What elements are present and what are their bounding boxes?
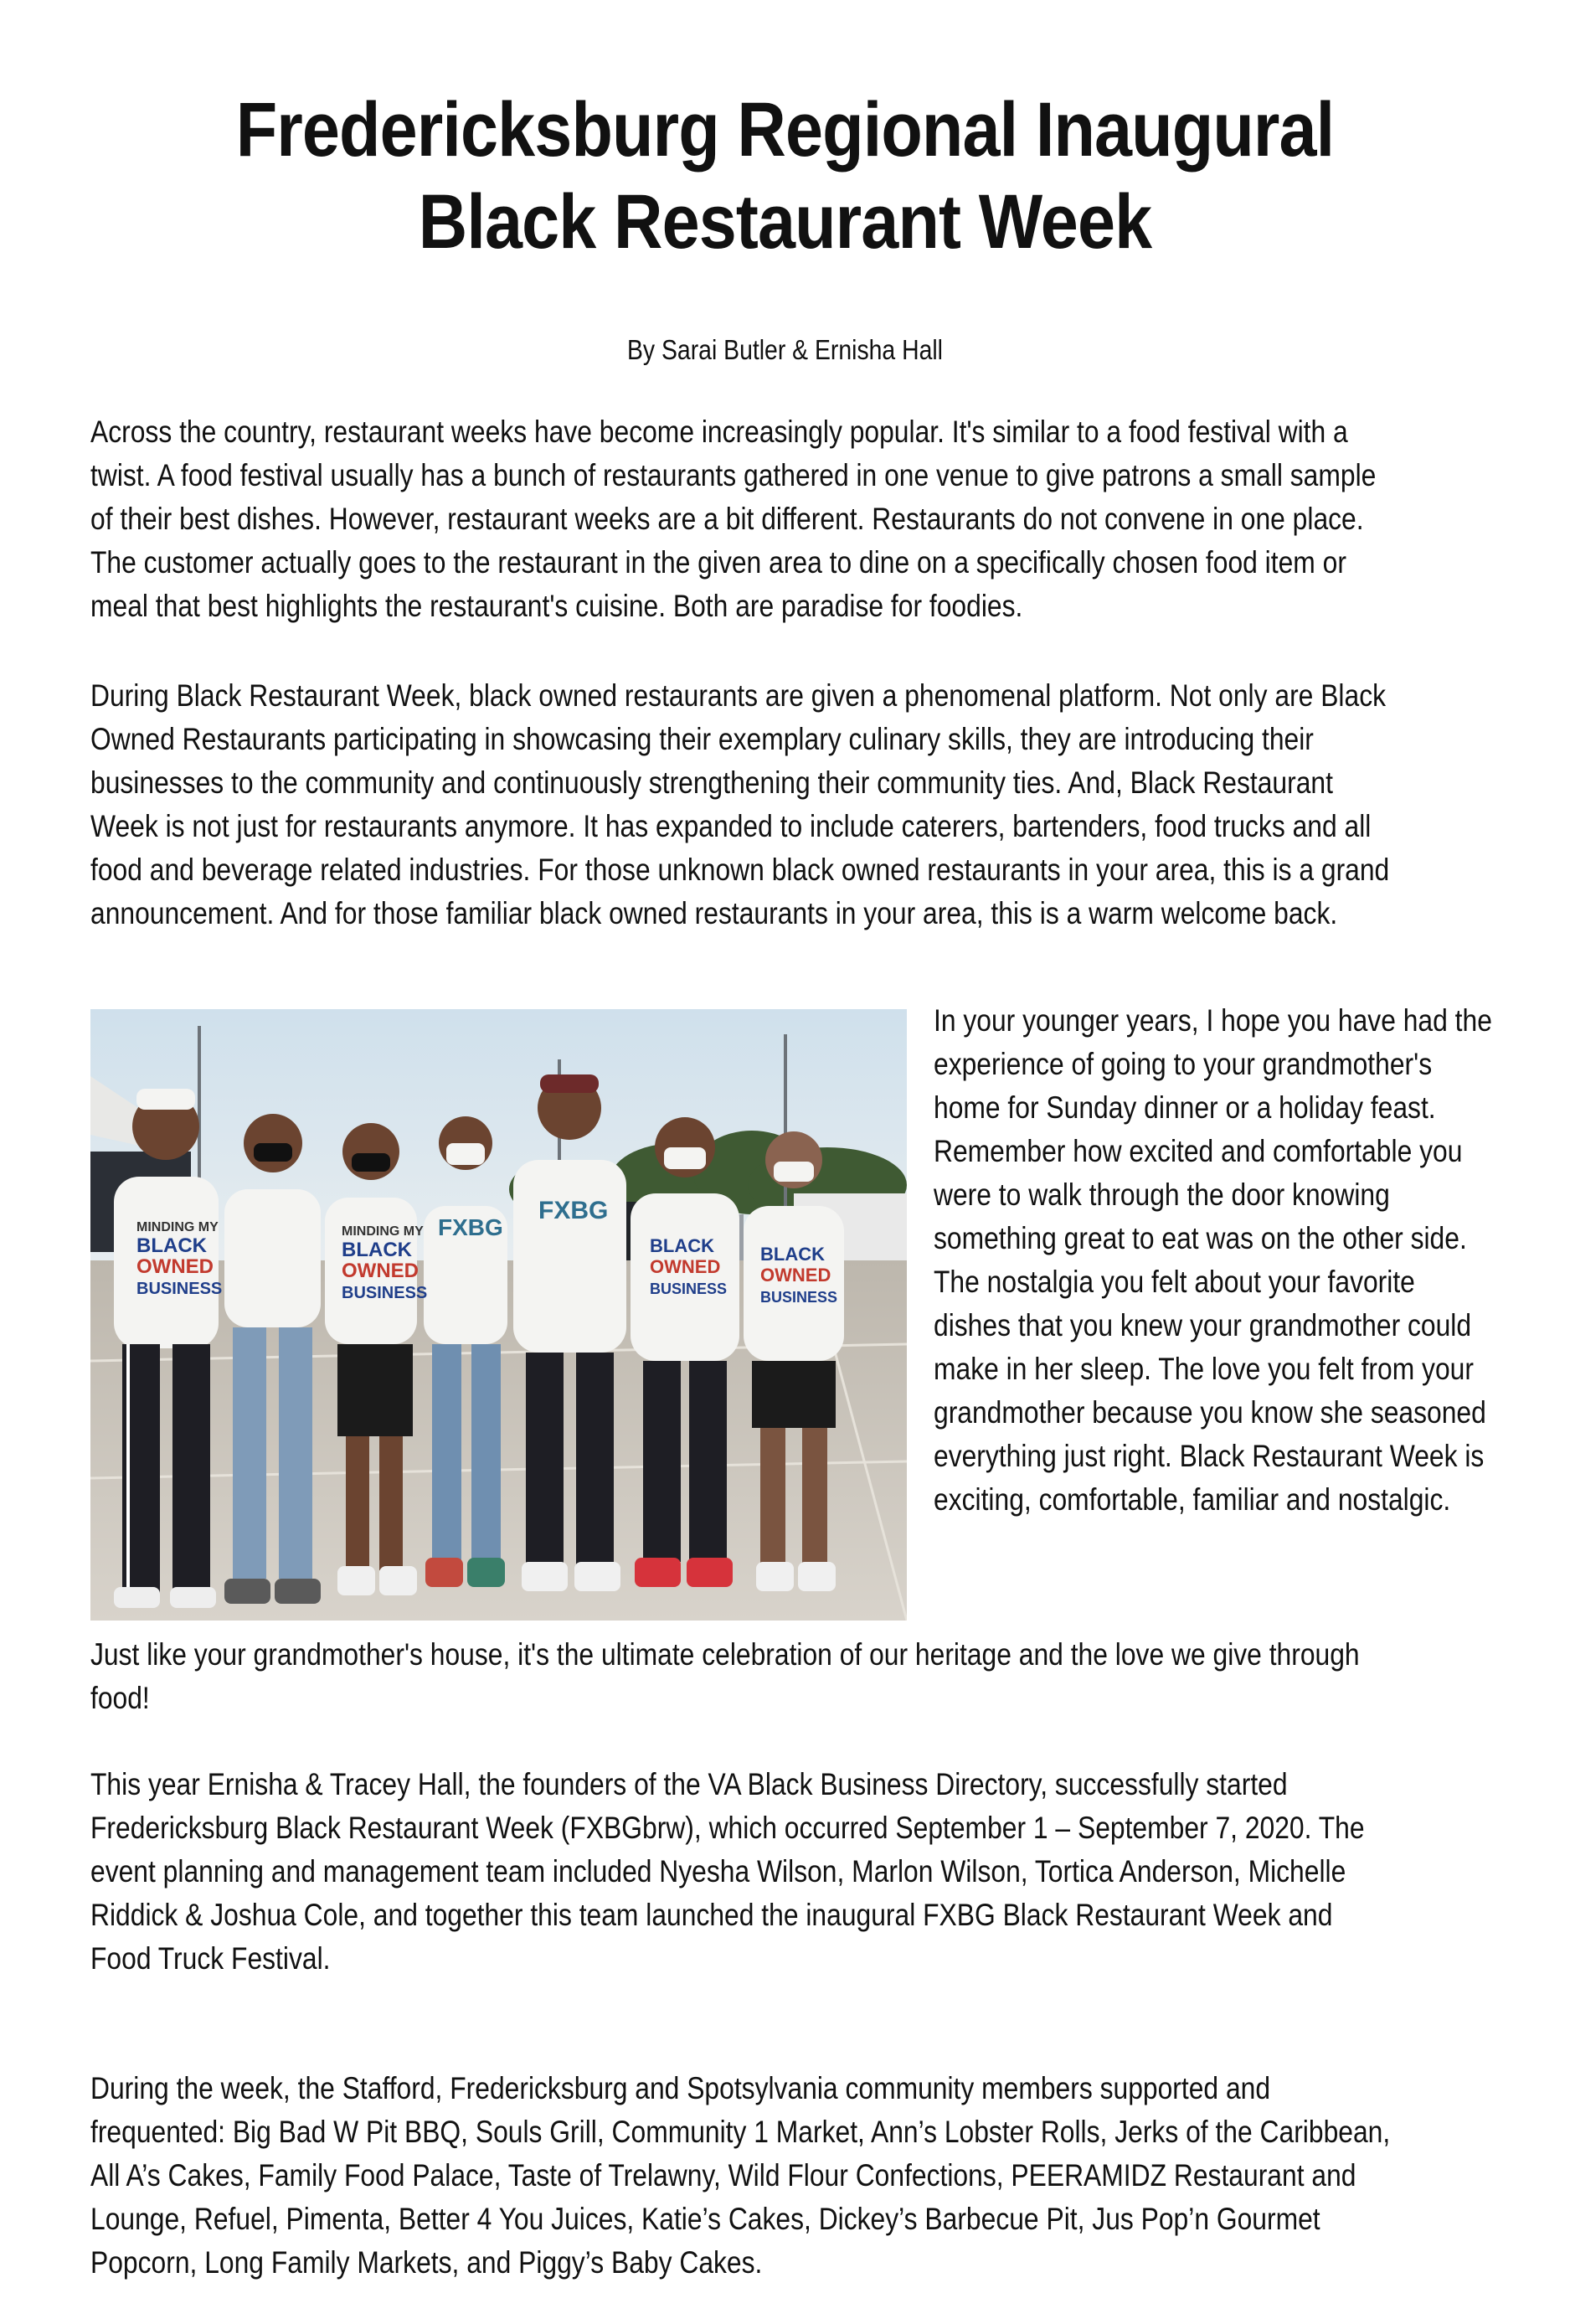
byline: By Sarai Butler & Ernisha Hall: [626, 334, 943, 365]
article-title: [95, 84, 1476, 268]
shirt-print-e: FXBG: [438, 1214, 503, 1240]
shirt-print-b2: BLACK: [342, 1239, 412, 1261]
paragraph-founders: This year Ernisha & Tracey Hall, the founders of the VA Black Business Directory, successfully started Fredericksburg Black Restaurant Week (FXBGbrw), which occurred September 1 – September 7, 2020. The event planning and management team included Nyesha Wilson, Marlon Wilson, Tortica Anderson, Michelle Riddick & Joshua Cole, and together this team launched the inaugural FXBG Black Restaurant Week and Food Truck Festival.: [90, 1767, 1365, 1976]
group-photo-illustration: [90, 1009, 907, 1621]
title-line-1: Fredericksburg Regional Inaugural: [235, 87, 1335, 173]
shirt-print-e2: FXBG: [538, 1197, 609, 1224]
paragraph-intro: Across the country, restaurant weeks have become increasingly popular. It's similar to a food festival with a twist. A food festival usually has a bunch of restaurants gathered in one venue to give patrons a small sample of their best dishes. However, restaurant weeks are a bit different. Restaurants do not convene in one place. The customer actually goes to the restaurant in the given area to dine on a specifically chosen food item or meal that best highlights the restaurant's cuisine. Both are paradise for foodies.: [90, 415, 1377, 623]
shirt-print-b3: BLACK: [650, 1235, 714, 1256]
shirt-print-b4: BLACK: [760, 1244, 825, 1265]
paragraph-heritage: Just like your grandmother's house, it's the ultimate celebration of our heritage and the love we give through food!: [90, 1637, 1360, 1715]
shirt-print-d2: BUSINESS: [342, 1284, 428, 1302]
shirt-print-a: MINDING MY: [136, 1220, 219, 1234]
shirt-print-a2: MINDING MY: [342, 1224, 424, 1239]
title-line-2: Black Restaurant Week: [418, 179, 1152, 265]
paragraph-grandmother: In your younger years, I hope you have had the experience of going to your grandmother's home for Sunday dinner or a holiday feast. Remember how excited and comfortable you were to walk through the door knowing something great to eat was on the other side. The nostalgia you felt about your favorite dishes that you knew your grandmother could make in her sleep. The love you felt from your grandmother because you know she seasoned everything just right. Black Restaurant Week is exciting, comfortable, familiar and nostalgic.: [934, 1003, 1492, 1517]
paragraph-restaurant-list: During the week, the Stafford, Fredericksburg and Spotsylvania community members supported and frequented: Big Bad W Pit BBQ, Souls Grill, Community 1 Market, Ann’s Lobster Rolls, Jerks of the Caribbean, All A’s Cakes, Family Food Palace, Taste of Trelawny, Wild Flour Confections, PEERAMIDZ Restaurant and Lounge, Refuel, Pimenta, Better 4 You Juices, Katie’s Cakes, Dickey’s Barbecue Pit, Jus Pop’n Gourmet Popcorn, Long Family Markets, and Piggy’s Baby Cakes.: [90, 2071, 1391, 2280]
paragraph-platform: During Black Restaurant Week, black owned restaurants are given a phenomenal platform. Not only are Black Owned Restaurants participating in showcasing their exemplary culinary skills, they are introducing their businesses to the community and continuously strengthening their community ties. And, Black Restaurant Week is not just for restaurants anymore. It has expanded to include caterers, bartenders, food trucks and all food and beverage related industries. For those unknown black owned restaurants in your area, this is a grand announcement. And for those familiar black owned restaurants in your area, this is a warm welcome back.: [90, 678, 1390, 930]
shirt-print-b: BLACK: [136, 1234, 207, 1257]
shirt-print-d3: BUSINESS: [650, 1281, 728, 1297]
shirt-print-c2: OWNED: [342, 1260, 419, 1282]
group-photo: [90, 1009, 907, 1621]
shirt-print-d: BUSINESS: [136, 1280, 223, 1298]
shirt-print-c3: OWNED: [650, 1256, 721, 1277]
shirt-print-c: OWNED: [136, 1255, 214, 1278]
shirt-print-d4: BUSINESS: [760, 1289, 838, 1306]
shirt-print-c4: OWNED: [760, 1265, 831, 1286]
